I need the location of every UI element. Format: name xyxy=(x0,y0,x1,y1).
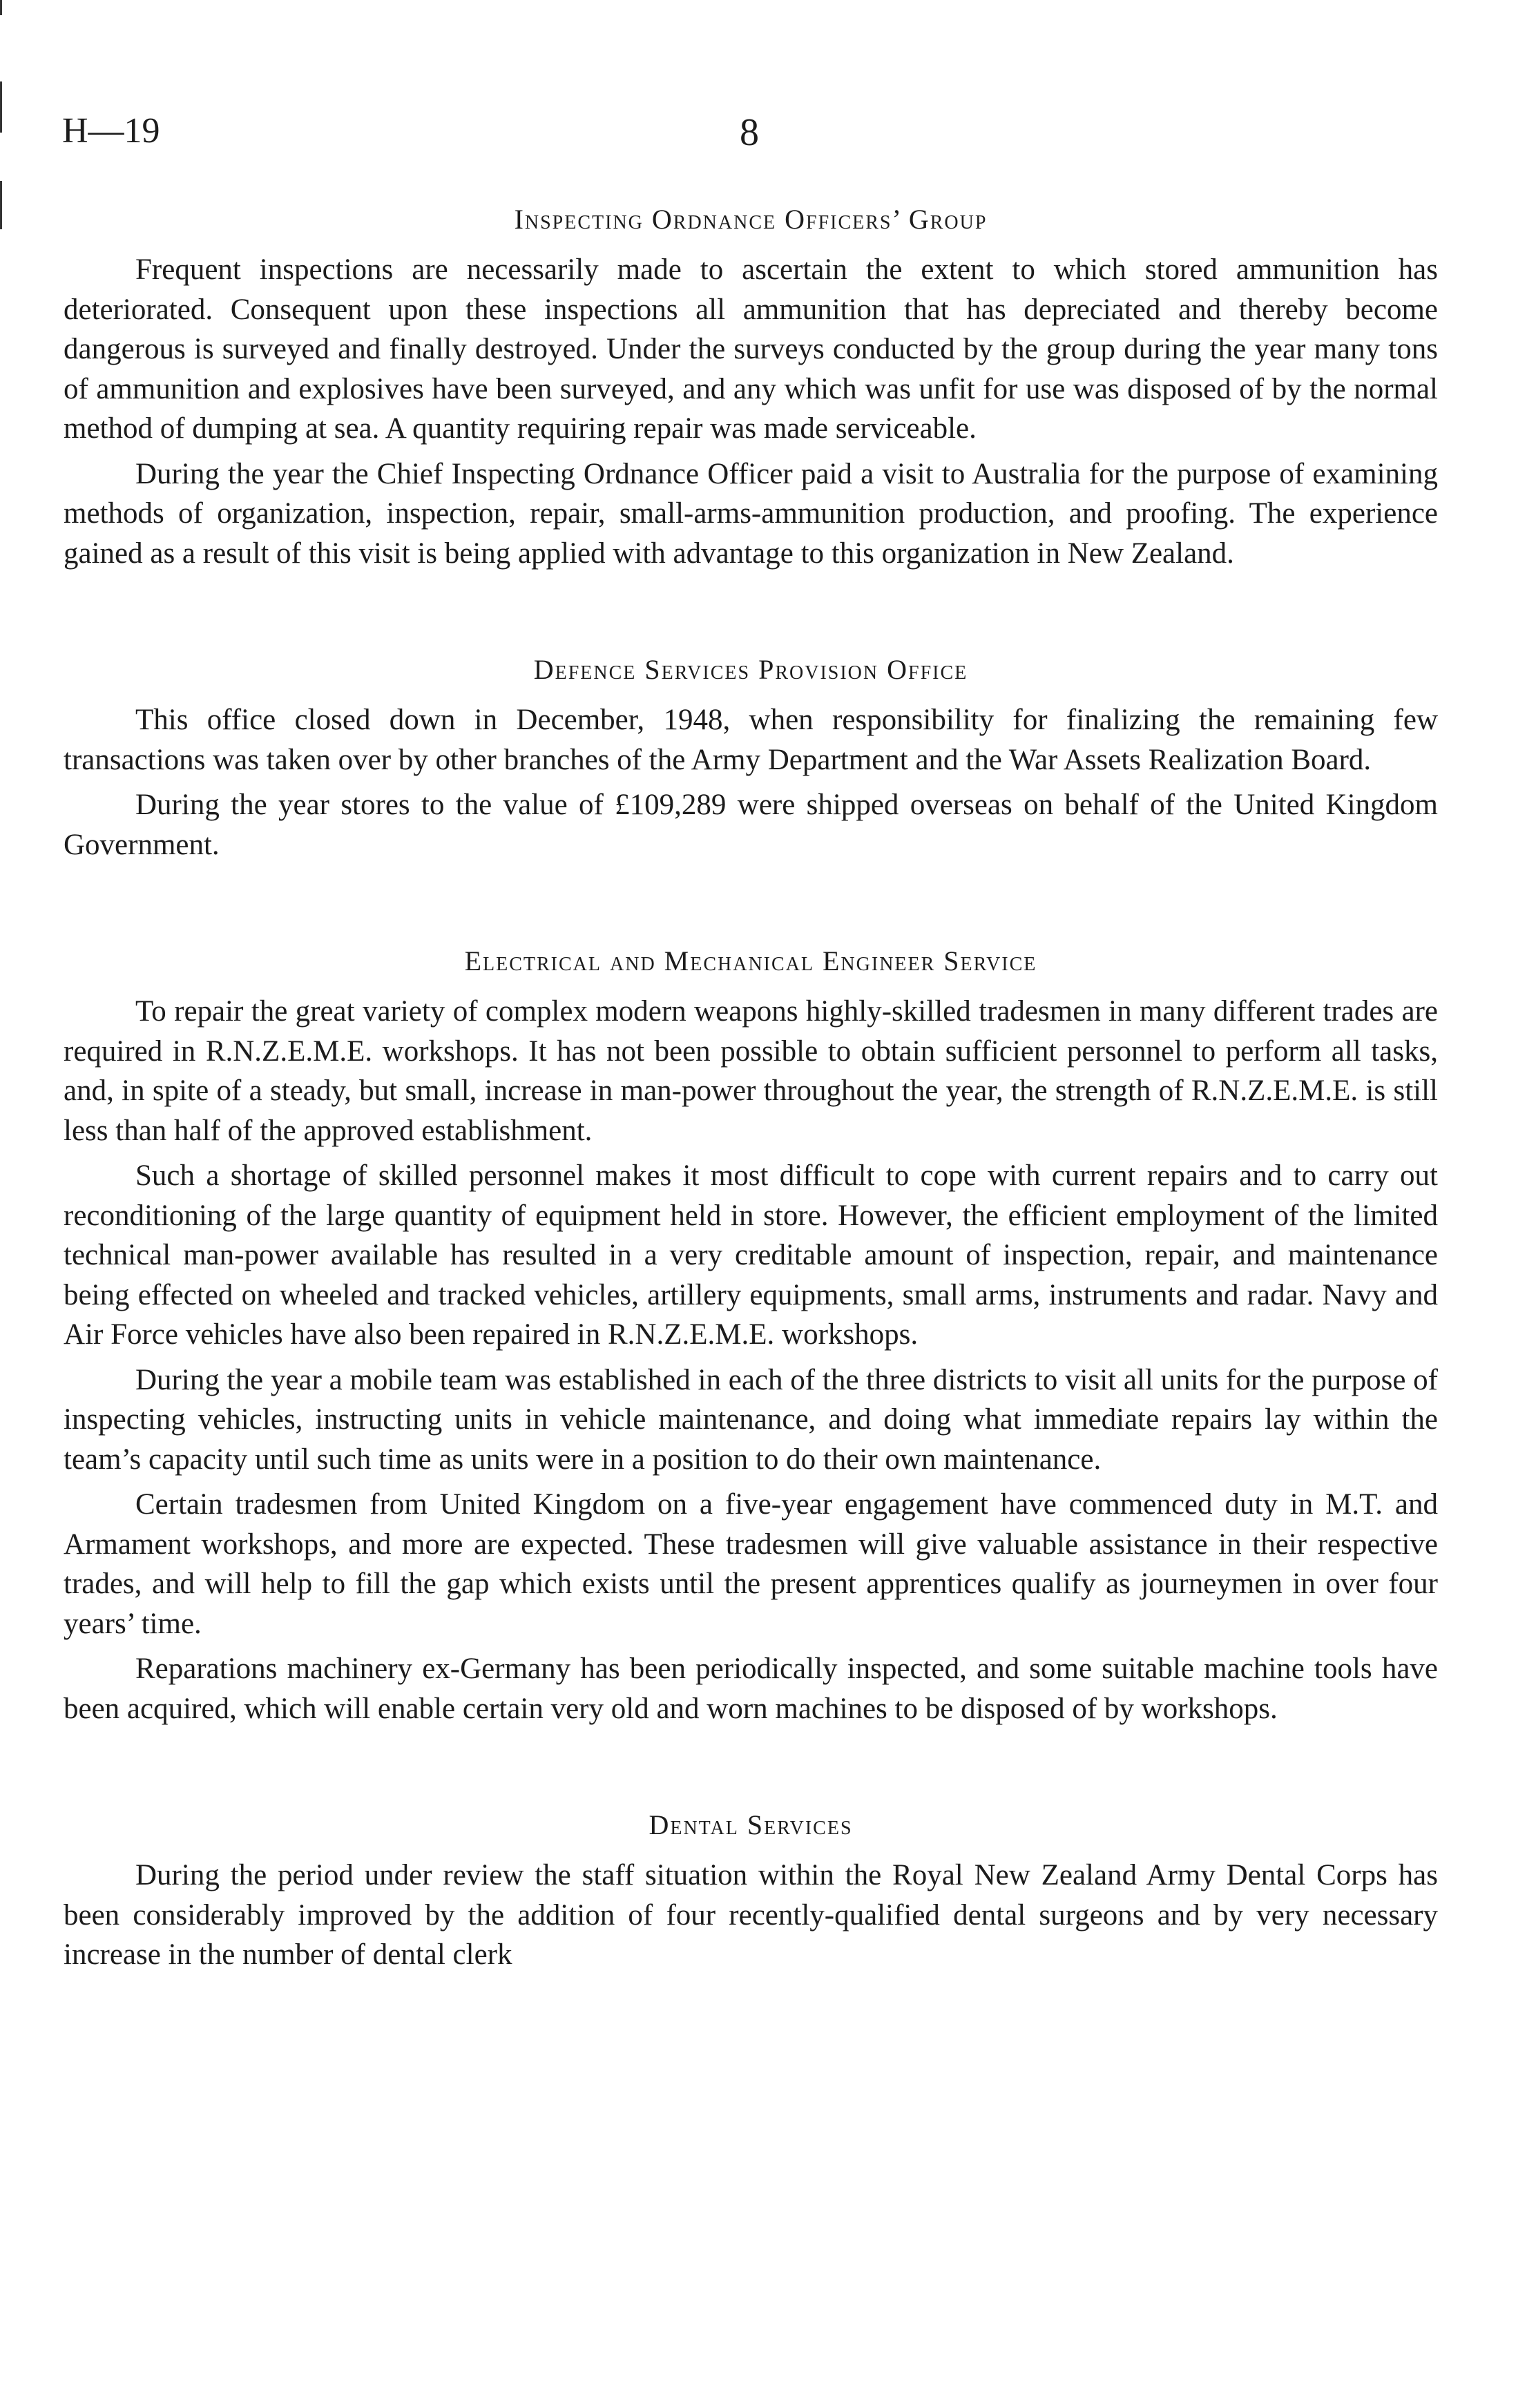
left-margin-mark-middle xyxy=(0,81,2,133)
left-margin-mark-top xyxy=(0,0,2,15)
paragraph: To repair the great variety of complex modern weapons highly-skilled tradesmen in many different trades are required in R.N.Z.E.M.E. workshops. It has not been possible to obtain sufficient personnel to perform all tasks, and, in spite of a steady, but small, increase in man-power throughout the year, the strength of R.N.Z.E.M.E. is still less than half of the approved establishment. xyxy=(64,995,1438,1147)
section-heading: Defence Services Provision Office xyxy=(533,654,968,685)
page-number: 8 xyxy=(740,111,759,154)
paragraph: During the year the Chief Inspecting Ordnance Officer paid a visit to Australia for the purpose of examining methods of organization, inspection, repair, small-arms-ammunition production, and proofing. The experience gained as a result of this visit is being applied with advantage to this organization in New Zealand. xyxy=(64,457,1438,570)
paragraph: Frequent inspections are necessarily made to ascertain the extent to which stored ammunition has deteriorated. Consequent upon these inspections all ammunition that has depreciated and thereby become dangerous is surveyed and finally destroyed. Under the surveys conducted by the group during the year many tons of ammunition and explosives have been surveyed, and any which was unfit for use was disposed of by the normal method of dumping at sea. A quantity requiring repair was made serviceable. xyxy=(64,253,1438,445)
paragraph: This office closed down in December, 1948, when responsibility for finalizing the remaining few transactions was taken over by other branches of the Army Department and the War Assets Realization Board. xyxy=(64,704,1438,776)
left-margin-mark-lower xyxy=(0,181,2,229)
section-heading: Inspecting Ordnance Officers’ Group xyxy=(514,204,988,235)
running-header xyxy=(62,110,1437,159)
paragraph: During the year a mobile team was established in each of the three districts to visit all units for the purpose of inspecting vehicles, instructing units in vehicle maintenance, and doing what immediate repairs lay within the team’s capacity until such time as units were in a position to do their own maintenance. xyxy=(64,1363,1438,1476)
document-code: H—19 xyxy=(62,111,160,151)
paragraph: During the period under review the staff situation within the Royal New Zealand Army Dental Corps has been considerably improved by the addition of four recently-qualified dental surgeons and by very necessary increase in the number of dental clerk xyxy=(64,1859,1438,1971)
paragraph: Reparations machinery ex-Germany has been periodically inspected, and some suitable machine tools have been acquired, which will enable certain very old and worn machines to be disposed of by workshops. xyxy=(64,1653,1438,1725)
section-heading: Electrical and Mechanical Engineer Service xyxy=(464,945,1037,976)
section-inspecting-ordnance xyxy=(64,200,1438,573)
paragraph: During the year stores to the value of £109,289 were shipped overseas on behalf of the United Kingdom Government. xyxy=(64,789,1438,861)
section-dental-services xyxy=(64,1806,1438,1975)
paragraph: Certain tradesmen from United Kingdom on a five-year engagement have commenced duty in M.T. and Armament workshops, and more are expected. These tradesmen will give valuable assistance in their respective trades, and will help to fill the gap which exists until the present apprentices qualify as journeymen in over four years’ time. xyxy=(64,1488,1438,1640)
section-defence-services-provision xyxy=(64,651,1438,865)
paragraph: Such a shortage of skilled personnel makes it most difficult to cope with current repairs and to carry out reconditioning of the large quantity of equipment held in store. However, the efficient employment of the limited technical man-power available has resulted in a very creditable amount of inspection, repair, and maintenance being effected on wheeled and tracked vehicles, artillery equipments, small arms, instruments and radar. Navy and Air Force vehicles have also been repaired in R.N.Z.E.M.E. workshops. xyxy=(64,1159,1438,1351)
document-body xyxy=(64,200,1438,1981)
section-heading: Dental Services xyxy=(649,1809,853,1840)
section-electrical-mechanical xyxy=(64,942,1438,1728)
